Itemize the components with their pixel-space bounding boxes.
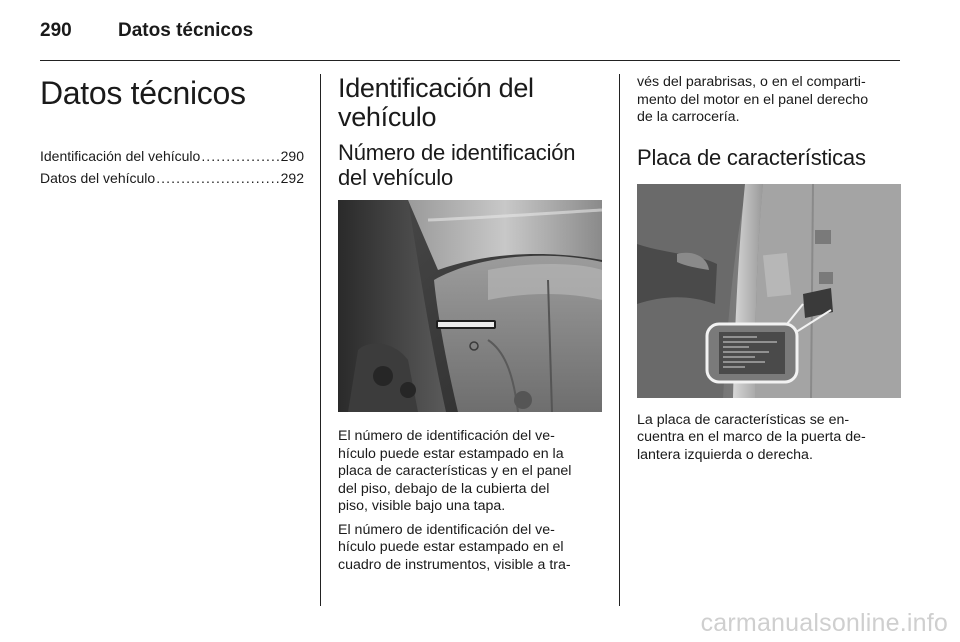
vin-para2-line: cuadro de instrumentos, visible a tra- xyxy=(338,556,571,573)
column-1 xyxy=(40,74,304,189)
continued-line: mento del motor en el panel derecho xyxy=(637,91,869,108)
plate-para-line: cuentra en el marco de la puerta de- xyxy=(637,429,866,445)
continued-line: de la carrocería. xyxy=(637,109,740,125)
vin-paragraph-2 xyxy=(338,522,602,575)
vin-subtitle-line1: Número de identificación xyxy=(338,140,576,165)
page-number: 290 xyxy=(40,20,72,41)
plate-para-line: La placa de características se en- xyxy=(637,411,850,428)
toc-leader-dots xyxy=(156,167,279,189)
section-title xyxy=(338,74,602,132)
vin-para1-line: del piso, debajo de la cubierta del xyxy=(338,480,550,497)
column-2 xyxy=(338,74,602,580)
header-rule xyxy=(40,60,900,61)
plate-para-line: lantera izquierda o derecha. xyxy=(637,446,813,463)
toc-entry-vehicle-data[interactable] xyxy=(40,167,304,189)
section-title-line1: Identificación del xyxy=(338,73,534,103)
toc-label: Datos del vehículo xyxy=(40,170,156,187)
header-title: Datos técnicos xyxy=(118,20,254,41)
toc-page: 292 xyxy=(280,170,304,187)
column-divider-1 xyxy=(320,74,321,606)
toc-leader-dots xyxy=(201,145,279,167)
toc-entry-vehicle-identification[interactable] xyxy=(40,145,304,167)
watermark: carmanualsonline.info xyxy=(700,609,948,637)
vin-para1-line: hículo puede estar estampado en la xyxy=(338,445,564,462)
vin-location-illustration xyxy=(338,200,602,412)
plate-paragraph xyxy=(637,412,901,465)
vin-subtitle-line2: del vehículo xyxy=(338,165,454,190)
vin-paragraph-1 xyxy=(338,428,602,516)
toc-label: Identificación del vehículo xyxy=(40,148,201,165)
vin-subtitle xyxy=(338,140,602,190)
vin-para2-line: El número de identificación del ve- xyxy=(338,521,555,538)
section-title-line2: vehículo xyxy=(338,102,437,132)
vin-para1-line: placa de características y en el panel xyxy=(338,463,572,479)
vin-para2-line: hículo puede estar estampado en el xyxy=(338,539,564,555)
plate-location-illustration xyxy=(637,184,901,398)
vin-para1-line: El número de identificación del ve- xyxy=(338,428,555,444)
page-header xyxy=(40,14,900,48)
chapter-title: Datos técnicos xyxy=(40,75,246,111)
vin-para1-line: piso, visible bajo una tapa. xyxy=(338,498,506,514)
toc-page: 290 xyxy=(280,148,304,165)
column-divider-2 xyxy=(619,74,620,606)
column-3 xyxy=(637,74,901,470)
plate-subtitle: Placa de características xyxy=(637,144,866,170)
vin-paragraph-2-continued xyxy=(637,74,901,127)
continued-line: vés del parabrisas, o en el comparti- xyxy=(637,74,866,90)
